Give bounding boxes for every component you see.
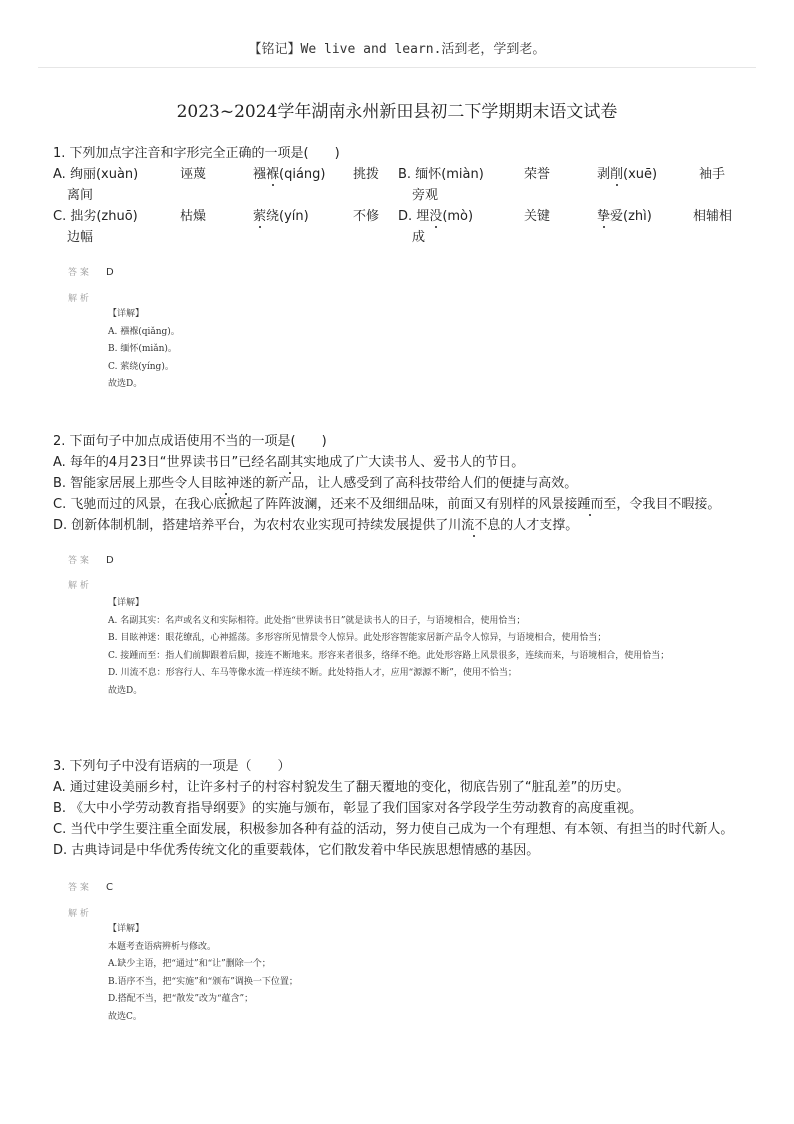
option-a-word-2: 诬蔑 [180,167,207,182]
option-b-word-4: 袖手 [699,167,726,182]
question-3-explanation [108,921,748,1026]
option-c-word-1: C. 拙劣(zhuō) [53,209,138,224]
question-2-analysis-label: 解 析 [68,581,89,591]
option-d-word-4: 相辅相 [693,209,733,224]
question-1-answer: 答 案 D [68,267,114,278]
detail-line: A.缺少主语，把“通过”和“让”删除一个； [108,959,271,969]
question-1-row-cd [53,206,753,248]
question-1-stem: 1. 下列加点字注音和字形完全正确的一项是( ) [53,146,340,161]
page-title: 2023~2024学年湖南永州新田县初二下学期期末语文试卷 [176,102,618,122]
detail-line: B. 目眩神迷：眼花缭乱，心神摇荡。多形容所见情景令人惊异。此处形容智能家居新产品令人惊异，与语境相合，使用恰当； [108,633,607,643]
question-1-row-ab [53,164,753,206]
option-b-word-1: B. 缅怀(miàn) [398,167,484,182]
question-3-analysis-label: 解 析 [68,909,89,919]
detail-line: A. 襁褓(qiǎng)。 [108,326,180,337]
header-motto: 【铭记】We live and learn.活到老，学到老。 [248,42,546,57]
option-b-word-3: 剥削(xuē) [597,167,658,182]
question-3-option-c: C. 当代中学生要注重全面发展，积极参加各种有益的活动，努力使自己成为一个有理想、有本领、有担当的时代新人。 [53,822,734,837]
option-a-word-4-cont: 离间 [67,188,94,203]
detail-line: A. 名副其实：名声或名义和实际相符。此处指“世界读书日”就是读书人的日子，与语境相合，使用恰当； [108,615,526,626]
question-3-option-a: A. 通过建设美丽乡村，让许多村子的村容村貌发生了翻天覆地的变化，彻底告别了“脏乱差”的历史。 [53,780,630,795]
option-a-word-3: 襁褓(qiáng) [253,167,326,182]
question-1-explanation [108,306,748,394]
header-divider [38,67,756,68]
question-2-option-c: C. 飞驰而过的风景，在我心底掀起了阵阵波澜，还来不及细细品味，前面又有别样的风景接踵而至，令我目不暇接。 [53,497,721,512]
option-c-word-4: 不修 [353,209,380,224]
question-2-explanation [108,595,748,700]
question-2-answer: 答 案 D [68,555,114,566]
question-3-answer: 答 案 C [68,882,113,893]
option-d-word-2: 关键 [524,209,551,224]
detail-line: C. 接踵而至：指人们前脚跟着后脚，接连不断地来。形容来者很多，络绎不绝。此处形容路上风景很多，连续而来，与语境相合，使用恰当； [108,650,670,661]
question-2-option-d: D. 创新体制机制，搭建培养平台，为农村农业实现可持续发展提供了川流不息的人才支撑。 [53,518,579,533]
detail-heading: 【详解】 [108,598,145,608]
detail-line: 故选D。 [108,685,143,696]
option-d-word-4-cont: 成 [412,230,426,245]
option-b-word-2: 荣誉 [524,167,551,182]
question-2-option-b: B. 智能家居展上那些令人目眩神迷的新产品，让人感受到了高科技带给人们的便捷与高效。 [53,476,578,491]
question-2 [53,431,753,536]
option-b-word-4-cont: 旁观 [412,188,439,203]
question-2-option-a: A. 每年的4月23日“世界读书日”已经名副其实地成了广大读书人、爱书人的节日。 [53,455,525,470]
option-d-word-1: D. 埋没(mò) [398,209,474,224]
detail-line: 故选C。 [108,1011,142,1022]
option-a-word-1: A. 绚丽(xuàn) [53,167,139,182]
option-c-word-2: 枯燥 [180,209,207,224]
question-3-option-d: D. 古典诗词是中华优秀传统文化的重要载体，它们散发着中华民族思想情感的基因。 [53,843,540,858]
option-c-word-3: 萦绕(yín) [253,209,309,224]
detail-line: D.搭配不当，把“散发”改为“蕴含”； [108,994,254,1004]
detail-heading: 【详解】 [108,309,145,319]
detail-heading: 【详解】 [108,924,145,934]
detail-line: B.语序不当，把“实施”和“颁布”调换一下位置； [108,976,298,987]
detail-line: 故选D。 [108,379,143,389]
question-3 [53,756,753,861]
question-1-analysis-label: 解 析 [68,294,89,304]
option-a-word-4: 挑拨 [353,167,380,182]
detail-line: C. 萦绕(yíng)。 [108,361,174,372]
question-3-option-b: B. 《大中小学劳动教育指导纲要》的实施与颁布，彰显了我们国家对各学段学生劳动教育的高度重视。 [53,801,643,816]
question-2-stem: 2. 下面句子中加点成语使用不当的一项是( ) [53,434,327,449]
detail-line: B. 缅怀(miǎn)。 [108,344,177,354]
detail-line: 本题考查语病辨析与修改。 [108,941,217,952]
detail-line: D. 川流不息：形容行人、车马等像水流一样连续不断。此处特指人才，应用“源源不断”，使用不恰当； [108,668,517,678]
option-c-word-4-cont: 边幅 [67,230,94,245]
question-3-stem: 3. 下列句子中没有语病的一项是（ ） [53,759,291,774]
option-d-word-3: 挚爱(zhì) [597,209,652,224]
question-1 [53,143,753,248]
